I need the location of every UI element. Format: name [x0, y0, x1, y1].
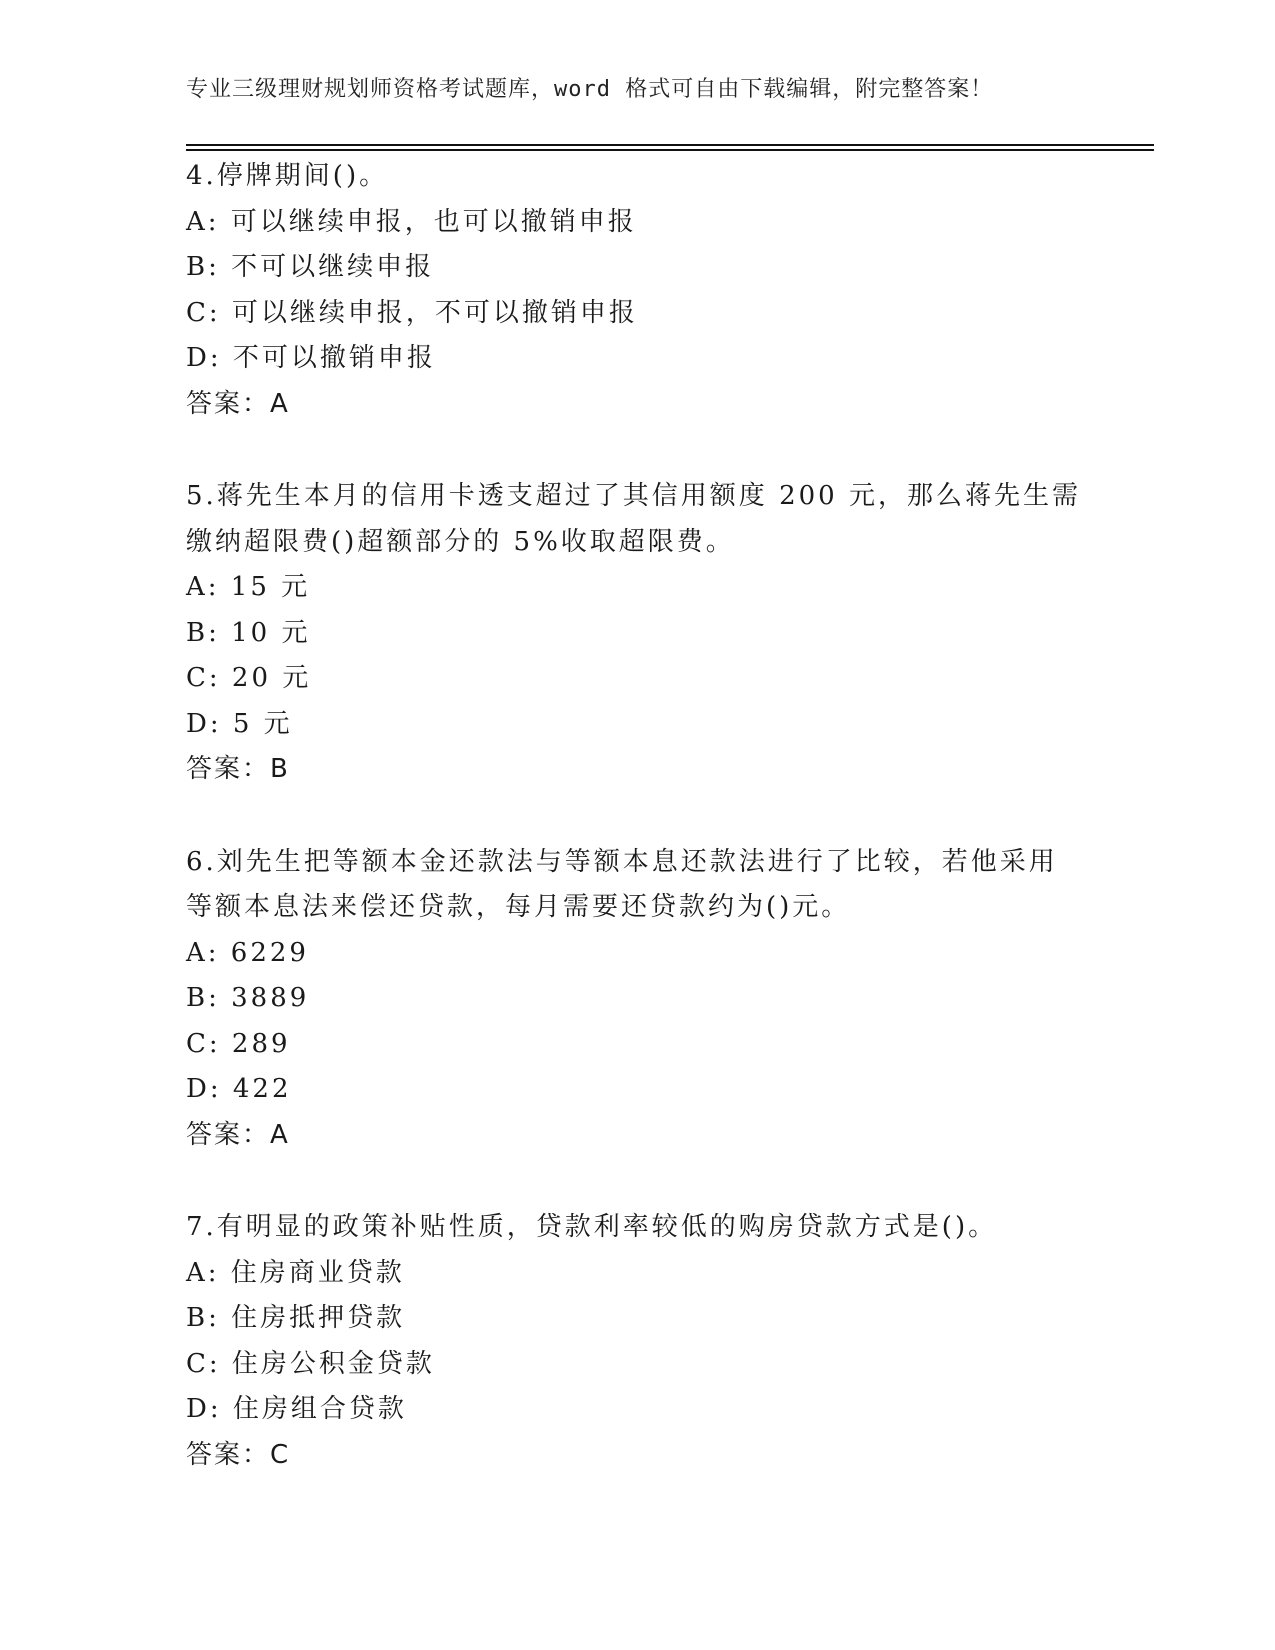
option-a: A: 住房商业贷款 [186, 1257, 405, 1288]
option-b: B: 不可以继续申报 [186, 252, 435, 282]
option-d: D: 不可以撤销申报 [186, 343, 436, 373]
option-b: B: 10 元 [186, 617, 311, 648]
question-7 [186, 1205, 1086, 1478]
question-list [186, 154, 1086, 1478]
answer: 答案：B [186, 754, 290, 784]
question-6 [186, 840, 1086, 1159]
option-a: A: 15 元 [186, 572, 311, 602]
spacer [186, 1158, 1086, 1205]
option-a: A: 可以继续申报，也可以撤销申报 [186, 206, 637, 237]
spacer [186, 793, 1086, 840]
question-stem: 5.蒋先生本月的信用卡透支超过了其信用额度 200 元，那么蒋先生需 [186, 481, 1081, 511]
option-c: C: 可以继续申报，不可以撤销申报 [186, 297, 638, 328]
header-divider-top [186, 144, 1154, 146]
option-b: B: 住房抵押贷款 [186, 1303, 406, 1333]
question-stem-continued: 等额本息法来偿还贷款，每月需要还贷款约为()元。 [186, 892, 851, 922]
page-header: 专业三级理财规划师资格考试题库，word 格式可自由下载编辑，附完整答案！ [186, 77, 994, 102]
option-c: C: 住房公积金贷款 [186, 1348, 435, 1379]
question-stem-continued: 缴纳超限费()超额部分的 5%收取超限费。 [186, 526, 735, 557]
option-d: D: 住房组合贷款 [186, 1394, 407, 1424]
spacer [186, 427, 1086, 474]
header-divider-bottom [186, 149, 1154, 151]
question-5 [186, 474, 1086, 793]
option-c: C: 20 元 [186, 663, 312, 693]
question-stem: 6.刘先生把等额本金还款法与等额本息还款法进行了比较，若他采用 [186, 846, 1058, 877]
answer: 答案：A [186, 388, 290, 419]
option-c: C: 289 [186, 1028, 291, 1059]
question-stem: 7.有明显的政策补贴性质，贷款利率较低的购房贷款方式是()。 [186, 1212, 998, 1242]
option-b: B: 3889 [186, 983, 310, 1013]
answer: 答案：A [186, 1119, 290, 1150]
option-a: A: 6229 [186, 937, 309, 968]
question-4 [186, 154, 1086, 427]
answer: 答案：C [186, 1439, 291, 1470]
option-d: D: 422 [186, 1074, 292, 1104]
question-stem: 4.停牌期间()。 [186, 161, 389, 191]
option-d: D: 5 元 [186, 708, 293, 739]
